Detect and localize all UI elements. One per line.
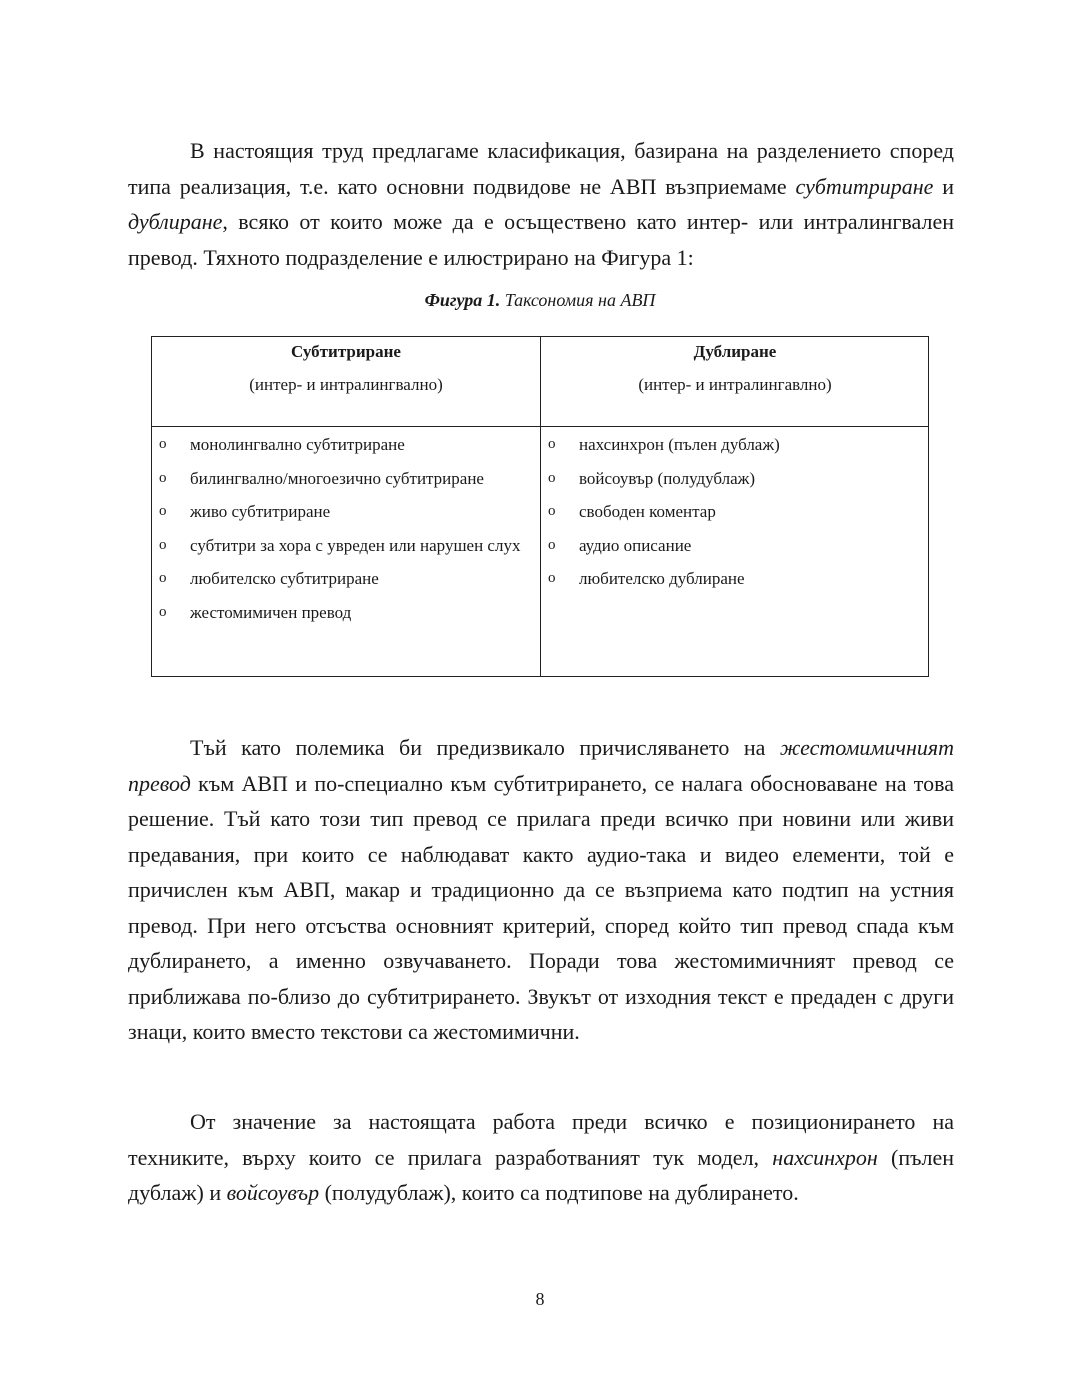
- list-item-text: аудио описание: [579, 535, 692, 555]
- paragraph-text: Тъй като полемика би предизвикало причисляването на: [190, 735, 780, 760]
- figure-caption-label: Фигура 1.: [424, 290, 501, 310]
- list-item: [152, 495, 540, 529]
- column-subtitle: (интер- и интралингвално): [249, 375, 443, 394]
- paragraph-text: (полудублаж), които са подтипове на дублирането.: [319, 1180, 799, 1205]
- table-column-subtitling: [152, 337, 540, 676]
- column-title: Субтитриране: [291, 342, 401, 361]
- bullet-icon: o: [159, 536, 167, 553]
- list-item-text: любителско дублиране: [579, 569, 745, 588]
- table-header: [541, 337, 929, 427]
- page-number: 8: [535, 1289, 545, 1309]
- emphasis-text: нахсинхрон: [772, 1144, 878, 1170]
- bullet-icon: o: [159, 503, 167, 519]
- list-item-text: жестомимичен превод: [190, 602, 352, 622]
- bullet-icon: o: [159, 603, 167, 620]
- bullet-icon: o: [159, 436, 167, 452]
- list-item: [541, 462, 929, 496]
- paragraph-dubbing-techniques: [128, 1104, 954, 1211]
- paragraph-text: към АВП и по-специално към субтитрирането, се налага обосноваване на това решение. Тъй като този тип превод се прилага преди всичко при новини или живи предавания, при които се наблюдават както аудио-така и видео елементи, той е причислен към АВП, макар и традиционно да се възприема като подтип на устния превод. При него отсъства основният критерий, според който тип превод спада към дублирането, а именно озвучаването. Поради това жестомимичният превод се приближава по-близо до субтитрирането. Звукът от изходния текст е предаден с други знаци, които вместо текстови са жестомимични.: [128, 770, 954, 1044]
- list-item-text: свободен коментар: [579, 502, 716, 521]
- list-item-text: субтитри за хора с увреден или нарушен слух: [190, 535, 521, 555]
- list-item-text: билингвално/многоезично субтитриране: [190, 468, 484, 488]
- emphasis-text: войсоувър: [226, 1180, 320, 1205]
- paragraph-text: , всяко от които може да е осъществено като интер- или интралингвален превод. Тяхното подразделение е илюстрирано на Фигура 1:: [128, 209, 954, 270]
- list-item: [541, 529, 929, 563]
- paragraph-text: и: [933, 173, 954, 199]
- bullet-icon: o: [159, 570, 167, 586]
- table-header: [152, 337, 540, 427]
- bullet-icon: o: [548, 570, 556, 586]
- list-item: [152, 462, 540, 496]
- table-column-dubbing: [540, 337, 929, 676]
- list-item-text: любителско субтитриране: [190, 569, 379, 588]
- emphasis-text: субтитриране: [795, 173, 934, 199]
- paragraph-text: От значение за настоящата работа преди всичко е позиционирането на техниките, върху които се прилага разработваният тук модел,: [128, 1109, 954, 1170]
- list-item: [152, 529, 540, 563]
- list-item-text: монолингвално субтитриране: [190, 435, 405, 454]
- paragraph-sign-language: [128, 730, 954, 1050]
- list-item: [152, 562, 540, 596]
- bullet-icon: o: [159, 469, 167, 486]
- bullet-icon: o: [548, 436, 556, 452]
- list-item: [541, 562, 929, 596]
- figure-caption-text: Таксономия на АВП: [500, 290, 656, 310]
- list-item: [152, 428, 540, 462]
- bullet-icon: o: [548, 469, 556, 486]
- list-item: [541, 428, 929, 462]
- table-list: [152, 427, 540, 629]
- column-subtitle: (интер- и интралингавлно): [638, 375, 832, 394]
- table-list: [541, 427, 929, 596]
- list-item-text: нахсинхрон (пълен дублаж): [579, 435, 780, 454]
- list-item: [152, 596, 540, 630]
- list-item-text: войсоувър (полудублаж): [579, 468, 756, 488]
- paragraph-classification: [128, 133, 954, 275]
- list-item: [541, 495, 929, 529]
- emphasis-text: жестомимичният превод: [128, 735, 954, 796]
- emphasis-text: дублиране: [128, 209, 223, 234]
- list-item-text: живо субтитриране: [190, 502, 331, 521]
- figure-caption: [0, 290, 1080, 311]
- paragraph-text: (пълен дублаж) и: [128, 1144, 954, 1205]
- bullet-icon: o: [548, 536, 556, 553]
- bullet-icon: o: [548, 503, 556, 519]
- column-title: Дублиране: [693, 342, 777, 361]
- paragraph-text: В настоящия труд предлагаме класификация, базирана на разделението според типа реализация, т.е. като основни подвидове не АВП възприемаме: [128, 138, 954, 199]
- taxonomy-table: [151, 336, 929, 677]
